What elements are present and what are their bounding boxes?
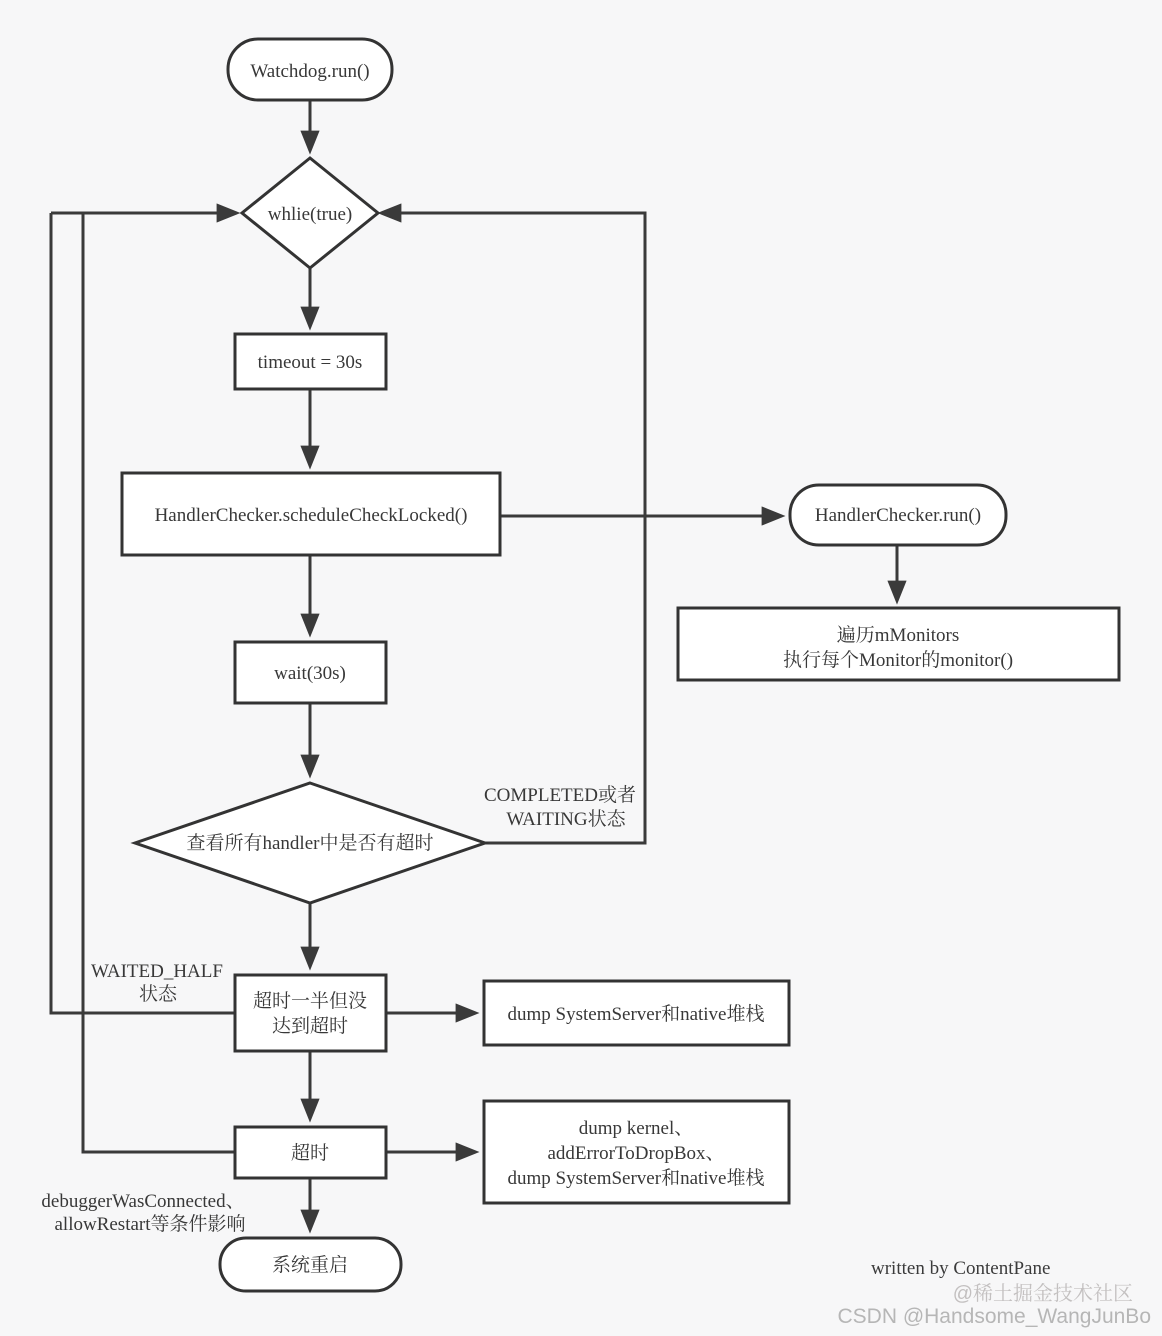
node-schedule-check-label: HandlerChecker.scheduleCheckLocked() (154, 505, 468, 526)
node-waited-half (235, 975, 386, 1051)
node-start-label: Watchdog.run() (250, 61, 370, 82)
node-waited-half-shape (235, 975, 386, 1051)
edge-waitedhalf-loop-vertical (51, 213, 235, 1013)
label-completed-line2: WAITING状态 (506, 809, 626, 830)
node-check-timeout-label: 查看所有handler中是否有超时 (186, 833, 434, 854)
node-system-restart (220, 1238, 401, 1291)
node-dump-half-label: dump SystemServer和native堆栈 (507, 1004, 765, 1025)
node-dump-full (484, 1101, 789, 1203)
credit-text: written by ContentPane (871, 1258, 1051, 1279)
node-while-loop (242, 158, 378, 268)
node-run-monitors-line1: 遍历mMonitors (836, 625, 960, 646)
node-schedule-check (122, 473, 500, 555)
node-set-timeout (235, 334, 386, 389)
node-dump-full-line3: dump SystemServer和native堆栈 (507, 1168, 765, 1189)
node-wait-label: wait(30s) (274, 663, 346, 684)
watermark-csdn: CSDN @Handsome_WangJunBo (837, 1305, 1151, 1328)
node-handler-checker-run (790, 485, 1006, 545)
nodes (122, 39, 1119, 1291)
node-dump-half (484, 981, 789, 1045)
node-run-monitors (678, 608, 1119, 680)
label-restart-conditions-line2: allowRestart等条件影响 (54, 1214, 246, 1235)
node-check-timeout (135, 783, 485, 903)
node-waited-half-line1: 超时一半但没 (252, 991, 368, 1012)
label-waited-half-state-line1: WAITED_HALF (91, 961, 223, 982)
node-set-timeout-label: timeout = 30s (257, 352, 363, 373)
node-handler-checker-run-label: HandlerChecker.run() (814, 505, 982, 526)
node-dump-full-line2: addErrorToDropBox、 (547, 1143, 725, 1164)
node-system-restart-label: 系统重启 (271, 1255, 349, 1276)
node-dump-full-line1: dump kernel、 (578, 1118, 694, 1139)
label-completed-line1: COMPLETED或者 (483, 785, 637, 806)
node-wait (235, 642, 386, 703)
node-timeout-label: 超时 (290, 1143, 330, 1164)
watermark-juejin: @稀土掘金技术社区 (952, 1283, 1133, 1305)
edge-timeout-loop-vertical (83, 213, 235, 1152)
node-waited-half-line2: 达到超时 (271, 1016, 349, 1037)
node-while-loop-label: whlie(true) (267, 204, 353, 225)
node-start (228, 39, 392, 100)
node-timeout (235, 1127, 386, 1178)
footer (837, 1258, 1151, 1328)
node-run-monitors-line2: 执行每个Monitor的monitor() (782, 650, 1014, 671)
label-restart-conditions-line1: debuggerWasConnected、 (41, 1191, 245, 1212)
label-waited-half-state-line2: 状态 (138, 984, 178, 1005)
